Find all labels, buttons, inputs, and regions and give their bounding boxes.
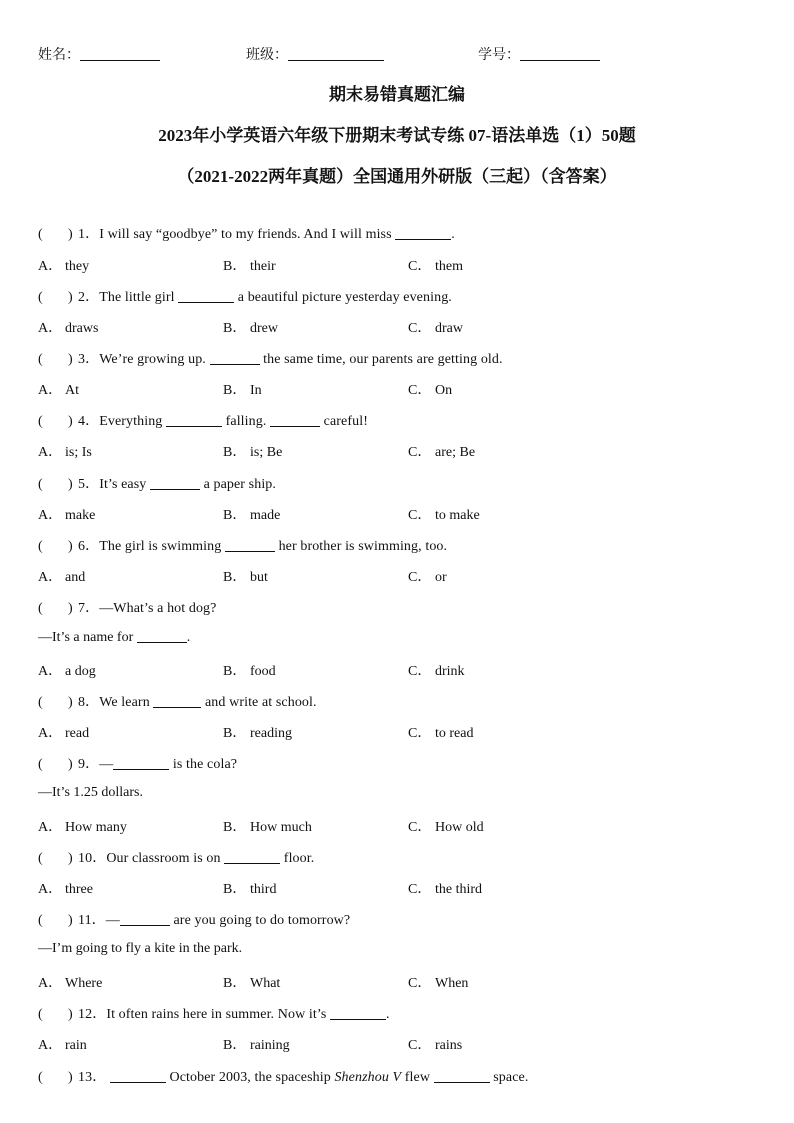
question-2: ( ) 2．The little girl a beautiful picture yesterday evening. xyxy=(38,290,452,305)
question-7: ( ) 7．—What’s a hot dog? xyxy=(38,601,217,616)
option-a[interactable]: A． a dog xyxy=(38,664,96,679)
fill-blank[interactable] xyxy=(224,850,280,864)
class-blank[interactable] xyxy=(288,46,384,61)
option-c[interactable]: C． rains xyxy=(408,1038,463,1053)
option-a[interactable]: A． and xyxy=(38,570,86,585)
answer-bracket[interactable]: ( ) xyxy=(38,477,73,492)
option-c[interactable]: C． them xyxy=(408,259,463,274)
options-9 xyxy=(38,816,758,836)
option-b[interactable]: B． What xyxy=(223,976,281,991)
question-11-reply: —I’m going to fly a kite in the park. xyxy=(38,941,243,956)
title-line-3: （2021-2022两年真题）全国通用外研版（三起）（含答案） xyxy=(177,167,617,186)
option-c[interactable]: C． the third xyxy=(408,882,483,897)
question-6: ( ) 6．The girl is swimming her brother is swimming, too. xyxy=(38,539,448,554)
fill-blank[interactable] xyxy=(153,694,201,708)
name-label: 姓名： xyxy=(38,48,80,63)
fill-blank[interactable] xyxy=(178,289,234,303)
option-c[interactable]: C． draw xyxy=(408,321,463,336)
option-b[interactable]: B． is; Be xyxy=(223,445,283,460)
fill-blank[interactable] xyxy=(110,1069,166,1083)
answer-bracket[interactable]: ( ) xyxy=(38,539,73,554)
option-a[interactable]: A． read xyxy=(38,726,90,741)
fill-blank[interactable] xyxy=(113,756,169,770)
option-b[interactable]: B． drew xyxy=(223,321,278,336)
title-line-1: 期末易错真题汇编 xyxy=(329,85,465,104)
options-7 xyxy=(38,660,758,680)
option-a[interactable]: A． make xyxy=(38,508,96,523)
spaceship-name: Shenzhou V xyxy=(334,1070,402,1085)
answer-bracket[interactable]: ( ) xyxy=(38,851,73,866)
option-a[interactable]: A． At xyxy=(38,383,79,398)
answer-bracket[interactable]: ( ) xyxy=(38,757,73,772)
option-c[interactable]: C． When xyxy=(408,976,469,991)
options-5 xyxy=(38,504,758,524)
options-8 xyxy=(38,722,758,742)
fill-blank[interactable] xyxy=(166,413,222,427)
answer-bracket[interactable]: ( ) xyxy=(38,227,73,242)
fill-blank[interactable] xyxy=(330,1006,386,1020)
answer-bracket[interactable]: ( ) xyxy=(38,913,73,928)
question-11: ( ) 11．— are you going to do tomorrow? xyxy=(38,913,351,928)
student-info-row xyxy=(0,44,794,64)
fill-blank[interactable] xyxy=(120,912,170,926)
option-a[interactable]: A． they xyxy=(38,259,90,274)
answer-bracket[interactable]: ( ) xyxy=(38,352,73,367)
fill-blank[interactable] xyxy=(150,476,200,490)
option-c[interactable]: C． How old xyxy=(408,820,484,835)
fill-blank[interactable] xyxy=(137,629,187,643)
option-b[interactable]: B． third xyxy=(223,882,277,897)
option-b[interactable]: B． How much xyxy=(223,820,312,835)
option-a[interactable]: A． rain xyxy=(38,1038,87,1053)
answer-bracket[interactable]: ( ) xyxy=(38,1070,73,1085)
option-a[interactable]: A． is; Is xyxy=(38,445,92,460)
option-a[interactable]: A． draws xyxy=(38,321,99,336)
fill-blank[interactable] xyxy=(210,351,260,365)
option-c[interactable]: C． On xyxy=(408,383,453,398)
options-3 xyxy=(38,379,758,399)
student-id-field[interactable] xyxy=(478,44,600,64)
question-7-reply: —It’s a name for . xyxy=(38,630,191,645)
answer-bracket[interactable]: ( ) xyxy=(38,290,73,305)
options-12 xyxy=(38,1034,758,1054)
option-b[interactable]: B． food xyxy=(223,664,276,679)
fill-blank-2[interactable] xyxy=(270,413,320,427)
answer-bracket[interactable]: ( ) xyxy=(38,601,73,616)
option-b[interactable]: B． their xyxy=(223,259,276,274)
student-id-label: 学号： xyxy=(478,48,520,63)
question-10: ( ) 10．Our classroom is on floor. xyxy=(38,851,315,866)
question-9-reply: —It’s 1.25 dollars. xyxy=(38,785,143,800)
options-4 xyxy=(38,441,758,461)
class-field[interactable] xyxy=(246,44,384,64)
options-6 xyxy=(38,566,758,586)
option-a[interactable]: A． How many xyxy=(38,820,127,835)
fill-blank[interactable] xyxy=(225,538,275,552)
option-c[interactable]: C． to read xyxy=(408,726,474,741)
option-b[interactable]: B． reading xyxy=(223,726,292,741)
answer-bracket[interactable]: ( ) xyxy=(38,414,73,429)
question-5: ( ) 5．It’s easy a paper ship. xyxy=(38,477,277,492)
class-label: 班级： xyxy=(246,48,288,63)
question-1: ( ) 1．I will say “goodbye” to my friends. And I will miss . xyxy=(38,227,455,242)
question-13: ( ) 13． October 2003, the spaceship Shenzhou V flew space. xyxy=(38,1070,529,1085)
option-b[interactable]: B． made xyxy=(223,508,281,523)
options-2 xyxy=(38,317,758,337)
name-blank[interactable] xyxy=(80,46,160,61)
option-a[interactable]: A． three xyxy=(38,882,93,897)
option-c[interactable]: C． to make xyxy=(408,508,480,523)
answer-bracket[interactable]: ( ) xyxy=(38,1007,73,1022)
option-c[interactable]: C． drink xyxy=(408,664,465,679)
question-4: ( ) 4．Everything falling. careful! xyxy=(38,414,368,429)
question-12: ( ) 12．It often rains here in summer. Now it’s . xyxy=(38,1007,390,1022)
option-c[interactable]: C． are; Be xyxy=(408,445,476,460)
title-line-2: 2023年小学英语六年级下册期末考试专练 07-语法单选（1）50题 xyxy=(158,126,636,145)
name-field[interactable] xyxy=(38,44,160,64)
fill-blank[interactable] xyxy=(395,226,451,240)
student-id-blank[interactable] xyxy=(520,46,600,61)
option-b[interactable]: B． raining xyxy=(223,1038,290,1053)
options-1 xyxy=(38,255,758,275)
option-b[interactable]: B． In xyxy=(223,383,262,398)
option-c[interactable]: C． or xyxy=(408,570,447,585)
option-b[interactable]: B． but xyxy=(223,570,268,585)
question-8: ( ) 8．We learn and write at school. xyxy=(38,695,317,710)
option-a[interactable]: A． Where xyxy=(38,976,103,991)
question-9: ( ) 9．— is the cola? xyxy=(38,757,238,772)
options-10 xyxy=(38,878,758,898)
fill-blank-2[interactable] xyxy=(434,1069,490,1083)
options-11 xyxy=(38,972,758,992)
question-3: ( ) 3．We’re growing up. the same time, our parents are getting old. xyxy=(38,352,503,367)
answer-bracket[interactable]: ( ) xyxy=(38,695,73,710)
